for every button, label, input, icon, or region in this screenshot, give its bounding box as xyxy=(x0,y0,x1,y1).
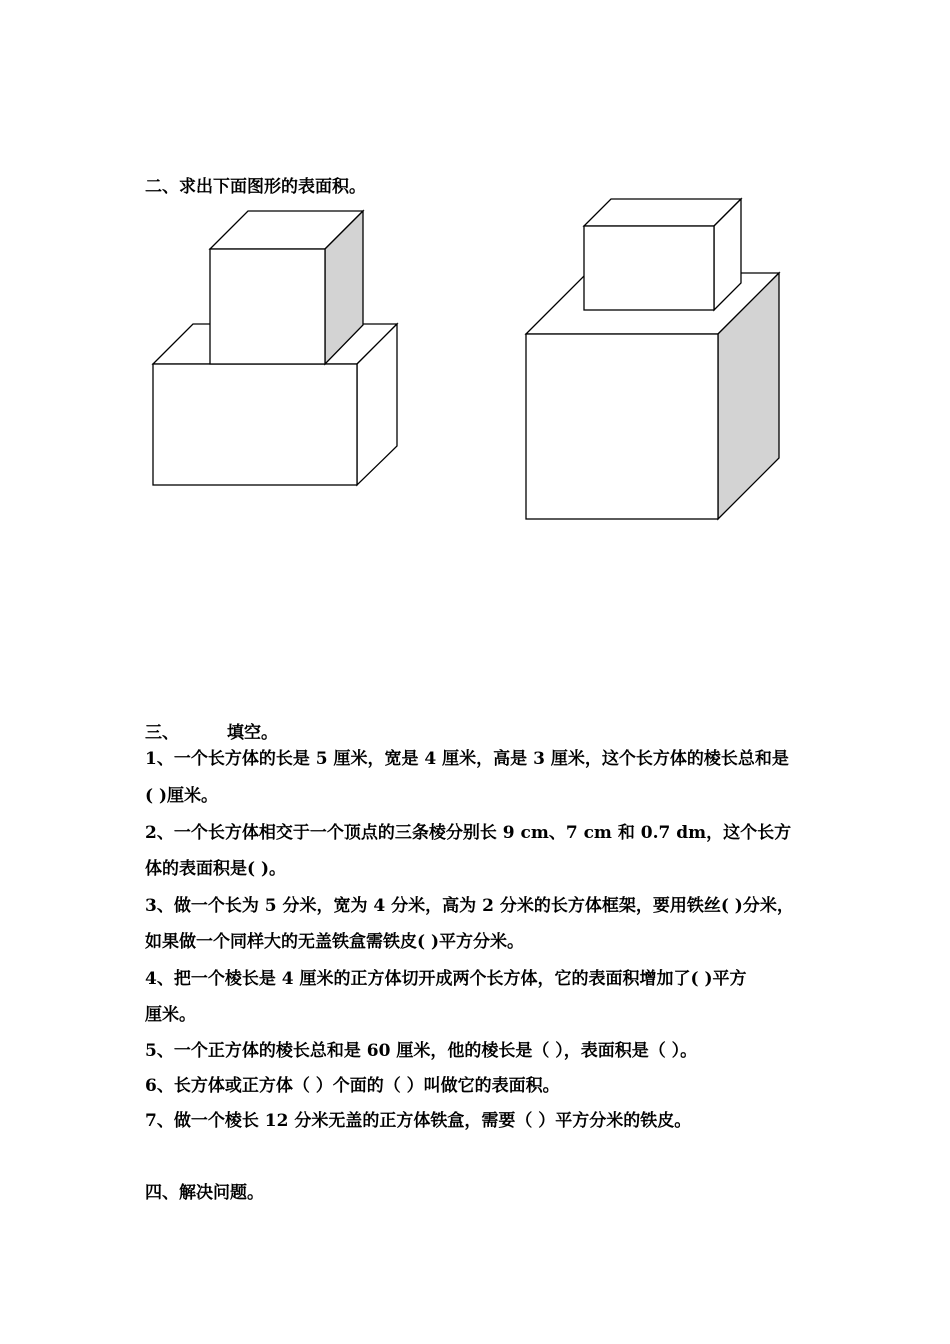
question-5: 5、一个正方体的棱长总和是 60 厘米，他的棱长是（ ），表面积是（ ）。 xyxy=(145,1041,698,1061)
section-3-title: 填空。 xyxy=(227,723,278,743)
section-3-number: 三、 xyxy=(145,723,179,743)
question-3-line-2: 如果做一个同样大的无盖铁盒需铁皮( )平方分米。 xyxy=(145,932,525,952)
section-3-heading xyxy=(145,722,278,744)
question-2-line-2: 体的表面积是( )。 xyxy=(145,859,287,879)
figure-1-top-cube xyxy=(210,211,363,364)
question-4-line-1: 4、把一个棱长是 4 厘米的正方体切开成两个长方体，它的表面积增加了( )平方 xyxy=(145,969,747,989)
question-3-line-1: 3、做一个长为 5 分米，宽为 4 分米，高为 2 分米的长方体框架，要用铁丝( )分米， xyxy=(145,896,794,916)
section-4-heading: 四、解决问题。 xyxy=(145,1183,264,1203)
question-4-line-2: 厘米。 xyxy=(145,1005,196,1025)
question-6: 6、长方体或正方体（ ）个面的（ ）叫做它的表面积。 xyxy=(145,1076,560,1096)
question-7: 7、做一个棱长 12 分米无盖的正方体铁盒，需要（ ）平方分米的铁皮。 xyxy=(145,1111,692,1131)
question-2-line-1: 2、一个长方体相交于一个顶点的三条棱分别长 9 cm、7 cm 和 0.7 dm，这个长方 xyxy=(145,823,792,843)
section-2-heading: 二、求出下面图形的表面积。 xyxy=(145,177,366,197)
figure-2-top-cuboid xyxy=(584,199,741,310)
figure-1 xyxy=(153,211,397,485)
question-1-line-1: 1、一个长方体的长是 5 厘米，宽是 4 厘米，高是 3 厘米，这个长方体的棱长总和是 xyxy=(145,749,789,769)
figure-2 xyxy=(526,199,779,519)
question-1-line-2: ( )厘米。 xyxy=(145,786,219,806)
solid-figures xyxy=(0,0,950,600)
